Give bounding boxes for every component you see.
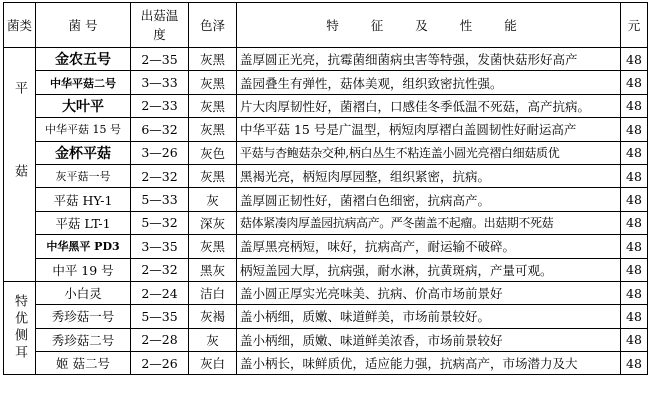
category-cell-teyou-ceer: 特优侧耳 [4,281,36,375]
table-row [4,71,648,94]
price-cell: 48 [621,305,648,328]
price-cell: 48 [621,48,648,71]
color-cell: 深灰 [189,211,237,234]
features-cell: 盖小柄细，质嫩、味道鲜美浓香，市场前景较好 [237,328,621,351]
table-row [4,211,648,234]
temp-cell: 5—33 [131,188,189,211]
price-cell: 48 [621,281,648,304]
table-row [4,235,648,258]
header-temperature: 出菇温度 [131,3,189,48]
price-cell: 48 [621,211,648,234]
features-cell: 盖小柄长，味鲜质优，适应能力强，抗病高产，市场潜力及大 [237,352,621,375]
strain-cell: 秀珍菇一号 [36,305,131,328]
table-row [4,118,648,141]
color-cell: 灰白 [189,352,237,375]
price-cell: 48 [621,141,648,164]
table-row [4,188,648,211]
strain-cell: 姬 菇二号 [36,352,131,375]
table-row [4,281,648,304]
temp-cell: 3—26 [131,141,189,164]
table-row [4,305,648,328]
strain-cell: 中华平菇二号 [36,71,131,94]
features-cell: 中华平菇 15 号是广温型，柄短肉厚褶白盖圆韧性好耐运高产 [237,118,621,141]
table-row [4,141,648,164]
strain-cell: 金农五号 [36,48,131,71]
temp-cell: 3—33 [131,71,189,94]
price-cell: 48 [621,94,648,117]
color-cell: 灰褐 [189,305,237,328]
price-cell: 48 [621,188,648,211]
temp-cell: 5—32 [131,211,189,234]
temp-cell: 2—26 [131,352,189,375]
features-cell: 菇体紧凑肉厚盖园抗病高产。严冬菌盖不起瘤。出菇期不死菇 [237,211,621,234]
color-cell: 灰黑 [189,71,237,94]
features-cell: 盖厚圆正韧性好，菌褶白色细密，抗病高产。 [237,188,621,211]
table-row [4,258,648,281]
color-cell: 洁白 [189,281,237,304]
color-cell: 黑灰 [189,258,237,281]
strain-price-table [3,2,648,375]
features-cell: 盖厚黑亮柄短，味好，抗病高产，耐运输不破碎。 [237,235,621,258]
color-cell: 灰黑 [189,94,237,117]
strain-cell: 金杯平菇 [36,141,131,164]
temp-cell: 3—35 [131,235,189,258]
color-cell: 灰黑 [189,164,237,187]
color-cell: 灰黑 [189,48,237,71]
temp-cell: 2—32 [131,258,189,281]
strain-cell: 灰平菇一号 [36,164,131,187]
temp-cell: 2—28 [131,328,189,351]
features-cell: 平菇与杏鲍菇杂交种,柄白丛生不粘连盖小圆光亮褶白细菇质优 [237,141,621,164]
price-cell: 48 [621,352,648,375]
temp-cell: 2—24 [131,281,189,304]
color-cell: 灰 [189,328,237,351]
header-row [4,3,648,48]
price-cell: 48 [621,328,648,351]
color-cell: 灰色 [189,141,237,164]
temp-cell: 6—32 [131,118,189,141]
features-cell: 盖园叠生有弹性，菇体美观，组织致密抗性强。 [237,71,621,94]
table-row [4,94,648,117]
table-row [4,328,648,351]
color-cell: 灰黑 [189,118,237,141]
strain-cell: 大叶平 [36,94,131,117]
temp-cell: 2—35 [131,48,189,71]
price-cell: 48 [621,258,648,281]
table-row [4,48,648,71]
price-cell: 48 [621,235,648,258]
strain-cell: 中华平菇 15 号 [36,118,131,141]
strain-cell: 秀珍菇二号 [36,328,131,351]
header-features: 特 征 及 性 能 [237,3,621,48]
features-cell: 片大肉厚韧性好，菌褶白，口感佳冬季低温不死菇，高产抗病。 [237,94,621,117]
color-cell: 灰黑 [189,235,237,258]
strain-cell: 中华黑平 PD3 [36,235,131,258]
features-cell: 黑褐光亮，柄短肉厚园整，组织紧密，抗病。 [237,164,621,187]
price-cell: 48 [621,118,648,141]
header-strain: 菌 号 [36,3,131,48]
strain-cell: 平菇 HY-1 [36,188,131,211]
temp-cell: 2—33 [131,94,189,117]
features-cell: 柄短盖园大厚，抗病强，耐水淋，抗黄斑病，产量可观。 [237,258,621,281]
category-cell-pingu: 平菇 [4,48,36,282]
header-price: 元 [621,3,648,48]
table-row [4,164,648,187]
color-cell: 灰 [189,188,237,211]
features-cell: 盖小圆正厚实光亮味美、抗病、价高市场前景好 [237,281,621,304]
table-row [4,352,648,375]
strain-cell: 中平 19 号 [36,258,131,281]
price-cell: 48 [621,71,648,94]
price-cell: 48 [621,164,648,187]
header-category: 菌类 [4,3,36,48]
strain-cell: 平菇 LT-1 [36,211,131,234]
header-color: 色泽 [189,3,237,48]
temp-cell: 2—32 [131,164,189,187]
features-cell: 盖厚圆正光亮，抗霉菌细菌病虫害等特强，发菌快菇形好高产 [237,48,621,71]
strain-cell: 小白灵 [36,281,131,304]
features-cell: 盖小柄细，质嫩、味道鲜美，市场前景较好。 [237,305,621,328]
temp-cell: 5—35 [131,305,189,328]
